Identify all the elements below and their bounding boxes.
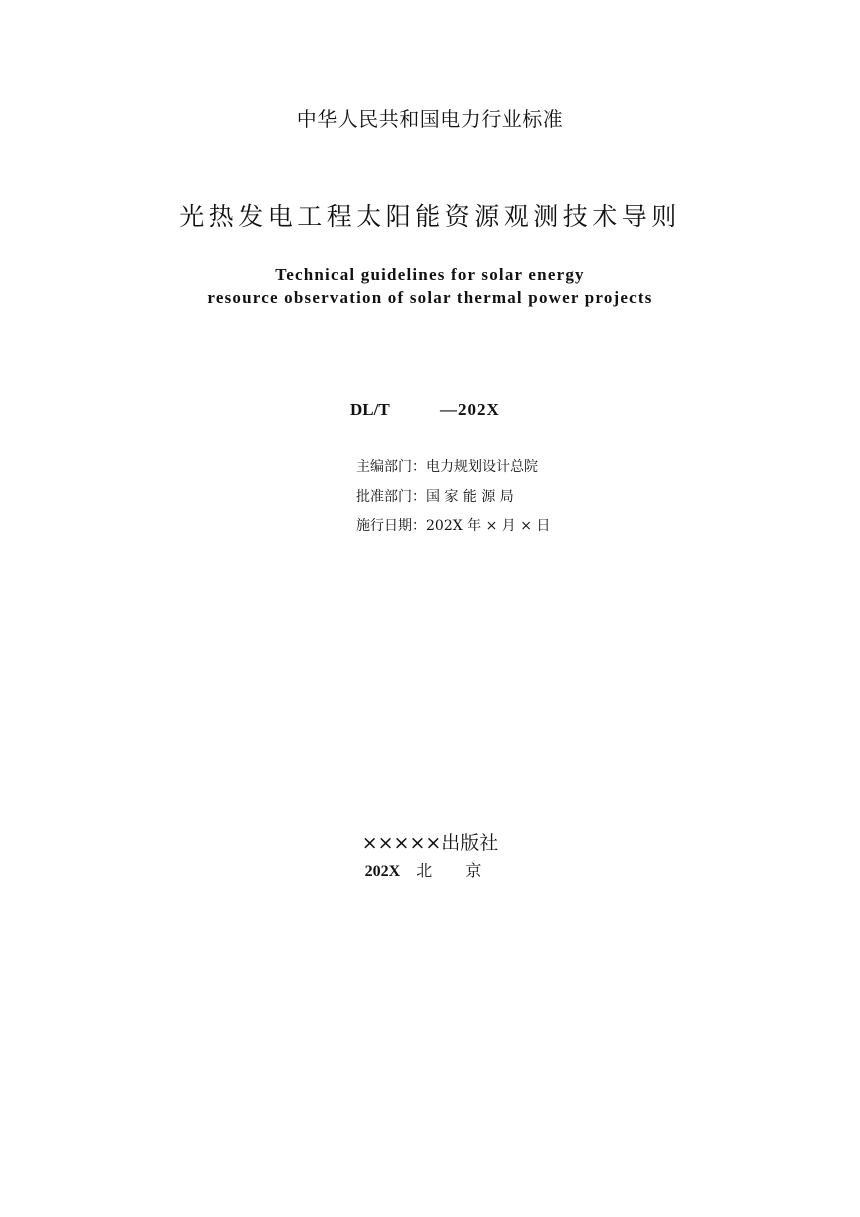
meta-effective-label: 施行日期： — [356, 518, 426, 534]
meta-approving-department — [356, 487, 514, 507]
meta-effective-value: 202X 年 × 月 × 日 — [426, 518, 551, 534]
publication-year-and-place — [0, 860, 860, 883]
meta-approver-label: 批准部门： — [356, 489, 426, 505]
publisher-name: ×××××出版社 — [361, 832, 499, 854]
document-title-english-line-2: resource observation of solar thermal power projects — [207, 288, 653, 307]
meta-editing-department: 主编部门：电力规划设计总院 — [356, 459, 538, 475]
standard-code-year: —202X — [440, 400, 500, 419]
publication-year: 202X — [364, 863, 401, 880]
standard-code-prefix: DL/T — [350, 400, 390, 419]
standard-code — [350, 399, 500, 421]
document-title-english-line-1: Technical guidelines for solar energy — [275, 265, 585, 284]
document-title-chinese: 光热发电工程太阳能资源观测技术导则 — [179, 202, 681, 231]
industry-standard-heading: 中华人民共和国电力行业标准 — [296, 107, 564, 131]
meta-effective-date — [356, 516, 550, 536]
meta-approver-value: 国 家 能 源 局 — [426, 489, 514, 505]
publication-city: 北 京 — [416, 861, 496, 880]
